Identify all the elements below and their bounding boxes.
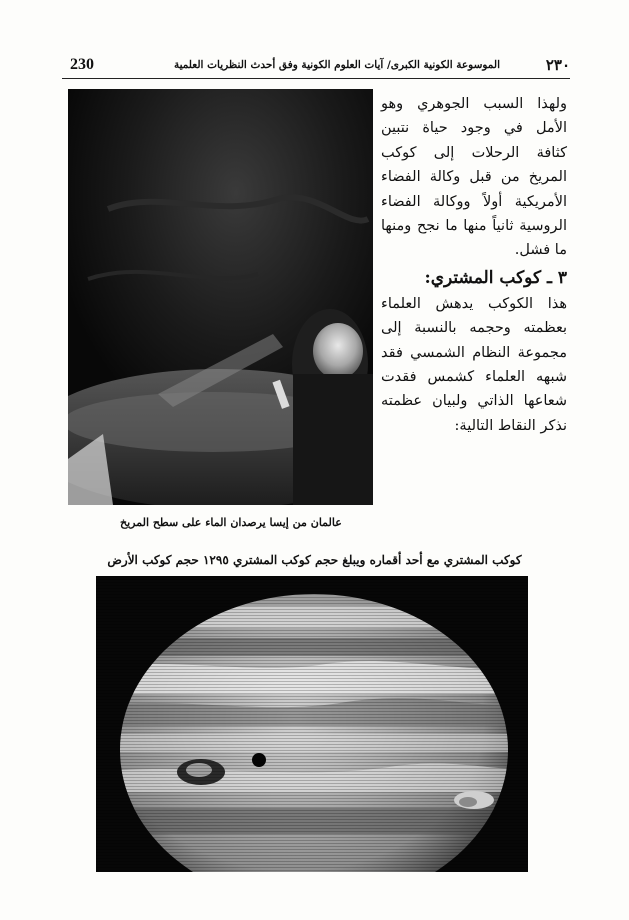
page-header [62, 56, 570, 79]
photo-scientists-mars-water [68, 89, 373, 505]
running-title: الموسوعة الكونية الكبرى/ آيات العلوم الكونية وفق أحدث النظريات العلمية [173, 59, 500, 71]
paragraph-jupiter-intro: هذا الكوكب يدهش العلماء بعظمته وحجمه بالنسبة إلى مجموعة النظام الشمسي فقد شبهه العلماء كشمس فقدت شعاعها الذاتي ولبيان عظمته نذكر النقاط التالية: [381, 295, 567, 434]
section-heading-jupiter: ٣ ـ كوكب المشتري: [424, 267, 567, 288]
body-text-column [381, 92, 567, 438]
page-number-latin: 230 [70, 56, 94, 73]
figure1-caption: عالمان من إيسا يرصدان الماء على سطح المريخ [120, 516, 342, 529]
paragraph-mars-missions: ولهذا السبب الجوهري وهو الأمل في وجود حياة نتبين كثافة الرحلات إلى كوكب المريخ من قبل وكالة الفضاء الأمريكية أولاً ووكالة الفضاء الروسية ثانياً منها ما نجح ومنها ما فشل. [381, 96, 567, 259]
photo-jupiter-with-moon [96, 576, 528, 872]
figure2-caption: كوكب المشتري مع أحد أقماره ويبلغ حجم كوكب المشتري ١٢٩٥ حجم كوكب الأرض [107, 553, 522, 567]
page-number-arabic: ٢٣٠ [545, 56, 570, 74]
